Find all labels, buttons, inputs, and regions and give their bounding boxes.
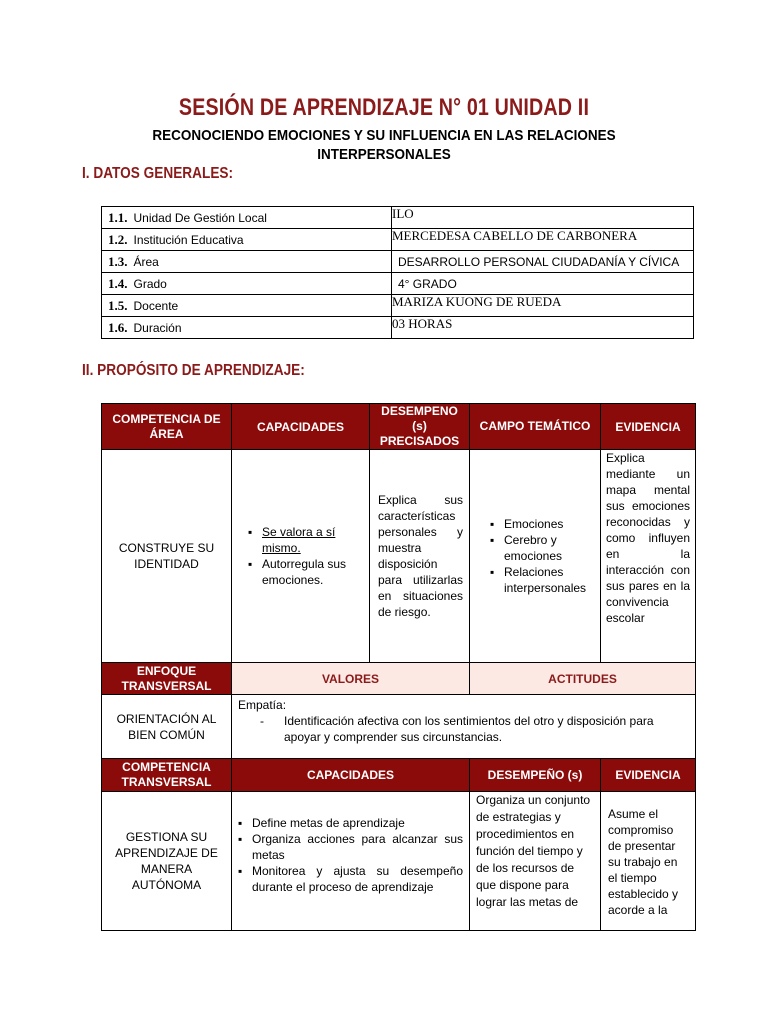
row-label (102, 317, 392, 339)
header-competencia: COMPETENCIA DE ÁREA (102, 404, 232, 450)
desempeno-transversal-text: Organiza un conjunto de estrategias y procedimientos en función del tiempo y de los recursos de que dispone para lograr las metas de (476, 793, 591, 909)
row-label (102, 229, 392, 251)
row-value (392, 273, 694, 295)
header-desempeno-line: DESEMPENO (381, 404, 458, 418)
session-subtitle (38, 126, 729, 164)
datos-generales-table (101, 206, 694, 339)
row-label-text: Área (133, 255, 159, 269)
row-number: 1.5. (108, 298, 128, 313)
list-item: ▪ Relaciones interpersonales (490, 564, 596, 596)
table-row (102, 207, 694, 229)
header-desempeno-line: (s) (412, 419, 427, 433)
header-desempeno-line: PRECISADOS (379, 434, 460, 448)
row-number: 1.3. (108, 254, 128, 269)
row-value-text: DESARROLLO PERSONAL CIUDADANÍA Y CÍVICA (398, 255, 680, 269)
list-item (248, 556, 361, 588)
header-evidencia-transversal: EVIDENCIA (601, 759, 696, 792)
row-number: 1.2. (108, 232, 128, 247)
row-value: MERCEDESA CABELLO DE CARBONERA (392, 229, 694, 251)
row-label-text: Grado (133, 277, 167, 291)
table-row (102, 251, 694, 273)
proposito-table (101, 403, 696, 931)
capacidades-cell (232, 450, 370, 663)
row-number: 1.6. (108, 320, 128, 335)
subtitle-line-1: RECONOCIENDO EMOCIONES Y SU INFLUENCIA EN LAS RELACIONES (152, 127, 616, 144)
section-heading-datos-generales: I. DATOS GENERALES: (82, 165, 234, 182)
dash-bullet: - (260, 714, 264, 728)
row-value: MARIZA KUONG DE RUEDA (392, 295, 694, 317)
evidencia-transversal-text: Asume el compromiso de presentar su trabajo en el tiempo establecido y acorde a la (608, 807, 679, 917)
table-row (102, 273, 694, 295)
actitud-item (238, 713, 691, 745)
table-row (102, 317, 694, 339)
row-value-text: 4° GRADO (398, 277, 457, 291)
valor-text: Empatía: (238, 698, 287, 712)
list-item: ▪ Cerebro y emociones (490, 532, 596, 564)
header-evidencia: EVIDENCIA (601, 404, 696, 450)
header-capacidades-transversal: CAPACIDADES (232, 759, 470, 792)
row-label-text: Institución Educativa (133, 233, 244, 247)
row-label-text: Docente (133, 299, 179, 313)
header-enfoque: ENFOQUE TRANSVERSAL (102, 663, 232, 695)
session-title: SESIÓN DE APRENDIZAJE N° 01 UNIDAD II (178, 94, 590, 121)
row-label-text: Duración (133, 321, 182, 335)
header-competencia-transversal: COMPETENCIA TRANSVERSAL (102, 759, 232, 792)
competencia-cell: CONSTRUYE SU IDENTIDAD (102, 450, 232, 663)
row-value (392, 251, 694, 273)
header-actitudes: ACTITUDES (470, 663, 696, 695)
row-value: ILO (392, 207, 694, 229)
row-number: 1.1. (108, 210, 128, 225)
enfoque-cell: ORIENTACIÓN AL BIEN COMÚN (102, 695, 232, 759)
header-campo: CAMPO TEMÁTICO (470, 404, 601, 450)
list-item: ▪ Define metas de aprendizaje (238, 815, 463, 831)
table-row (102, 450, 696, 663)
header-capacidades: CAPACIDADES (232, 404, 370, 450)
header-row (102, 404, 696, 450)
enfoque-header-row (102, 663, 696, 695)
list-item: ▪ Monitorea y ajusta su desempeño durante el proceso de aprendizaje (238, 863, 463, 895)
evidencia-cell: Explica mediante un mapa mental sus emociones reconocidas y como influyen en la interacción con sus pares en la convivencia escolar (601, 450, 696, 663)
subtitle-line-2: INTERPERSONALES (317, 146, 451, 163)
header-valores: VALORES (232, 663, 470, 695)
valores-actitudes-cell (232, 695, 696, 759)
section-heading-proposito: II. PROPÓSITO DE APRENDIZAJE: (82, 362, 305, 379)
list-item: ▪ Emociones (490, 516, 596, 532)
table-row (102, 695, 696, 759)
desempeno-cell: Explica sus características personales y muestra disposición para utilizarlas en situaciones de riesgo. (370, 450, 470, 663)
row-label (102, 273, 392, 295)
header-desempeno (370, 404, 470, 450)
table-row (102, 295, 694, 317)
capacidad-text: Autorregula sus emociones. (262, 557, 347, 587)
evidencia-transversal-cell (601, 792, 696, 931)
row-label (102, 251, 392, 273)
capacidades-transversal-cell (232, 792, 470, 931)
desempeno-transversal-cell (470, 792, 601, 931)
competencia-transversal-cell: GESTIONA SU APRENDIZAJE DE MANERA AUTÓNOMA (102, 792, 232, 931)
row-label-text: Unidad De Gestión Local (133, 211, 267, 225)
list-item: ▪ Organiza acciones para alcanzar sus metas (238, 831, 463, 863)
campo-cell (470, 450, 601, 663)
row-label (102, 295, 392, 317)
row-number: 1.4. (108, 276, 128, 291)
row-value: 03 HORAS (392, 317, 694, 339)
table-row (102, 229, 694, 251)
list-item (248, 524, 361, 556)
transversal-header-row (102, 759, 696, 792)
capacidad-text: Se valora a sí mismo. (262, 525, 336, 555)
actitud-text: Identificación afectiva con los sentimientos del otro y disposición para apoyar y comprender sus circunstancias. (284, 714, 654, 744)
header-desempeno-transversal: DESEMPEÑO (s) (470, 759, 601, 792)
table-row (102, 792, 696, 931)
row-label (102, 207, 392, 229)
